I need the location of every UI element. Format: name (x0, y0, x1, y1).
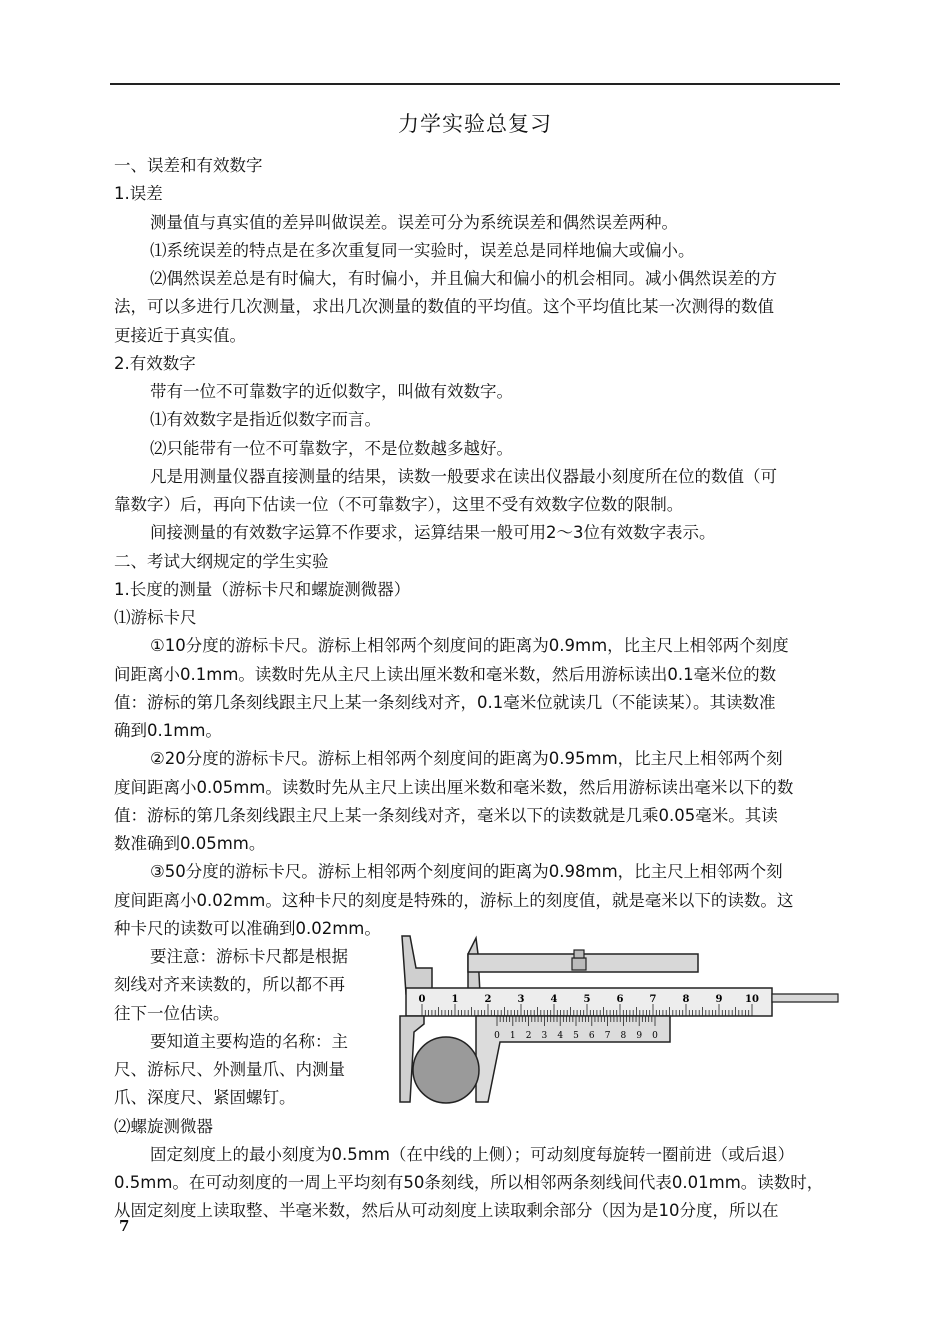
measured-object (413, 1037, 479, 1103)
locking-screw (572, 958, 586, 970)
main-scale-label: 5 (583, 994, 591, 1005)
text-line: 1.长度的测量（游标卡尺和螺旋测微器） (114, 579, 411, 599)
text-line: 确到0.1mm。 (114, 721, 222, 740)
main-scale-label: 1 (451, 994, 459, 1005)
text-line: 2.有效数字 (114, 353, 196, 373)
text-line: 二、考试大纲规定的学生实验 (114, 551, 329, 571)
text-line: 测量值与真实值的差异叫做误差。误差可分为系统误差和偶然误差两种。 (150, 212, 678, 232)
vernier-label: 0 (652, 1031, 658, 1041)
vernier-label: 9 (636, 1031, 643, 1041)
text-line: 尺、游标尺、外测量爪、内测量 (114, 1060, 345, 1079)
text-line: 度间距离小0.02mm。这种卡尺的刻度是特殊的，游标上的刻度值，就是毫米以下的读数。这 (114, 890, 794, 910)
depth-bar (772, 994, 838, 1002)
header-rule (110, 83, 840, 85)
text-line: 法，可以多进行几次测量，求出几次测量的数值的平均值。这个平均值比某一次测得的数值 (114, 297, 774, 317)
vernier-label: 0 (494, 1031, 500, 1041)
text-line: ①10分度的游标卡尺。游标上相邻两个刻度间的距离为0.9mm，比主尺上相邻两个刻度 (150, 636, 789, 656)
vernier-slider (476, 1016, 670, 1102)
main-scale-label: 10 (745, 994, 759, 1005)
page-title: 力学实验总复习 (398, 112, 552, 136)
vernier-label: 5 (573, 1031, 579, 1041)
main-scale-label: 2 (484, 994, 492, 1005)
text-line: ⑵只能带有一位不可靠数字，不是位数越多越好。 (150, 438, 513, 458)
main-scale-label: 8 (682, 994, 690, 1005)
main-scale-label: 0 (418, 994, 426, 1005)
text-line: ⑴系统误差的特点是在多次重复同一实验时，误差总是同样地偏大或偏小。 (150, 240, 695, 260)
text-line: ⑴有效数字是指近似数字而言。 (150, 410, 381, 430)
text-line: 更接近于真实值。 (114, 325, 246, 345)
main-scale-label: 3 (517, 994, 525, 1005)
text-line: 固定刻度上的最小刻度为0.5mm（在中线的上侧）；可动刻度每旋转一圈前进（或后退） (150, 1144, 795, 1164)
text-line: ③50分度的游标卡尺。游标上相邻两个刻度间的距离为0.98mm，比主尺上相邻两个刻 (150, 862, 783, 882)
vernier-label: 1 (509, 1031, 516, 1041)
vernier-label: 3 (541, 1031, 548, 1041)
main-scale-label: 7 (649, 994, 657, 1005)
vernier-label: 7 (604, 1031, 611, 1041)
text-line: 间接测量的有效数字运算不作要求，运算结果一般可用2～3位有效数字表示。 (150, 523, 716, 543)
vernier-label: 2 (525, 1031, 532, 1041)
text-line: 爪、深度尺、紧固螺钉。 (114, 1088, 296, 1108)
text-line: 往下一位估读。 (114, 1003, 230, 1023)
text-line: 值：游标的第几条刻线跟主尺上某一条刻线对齐，0.1毫米位就读几（不能读某）。其读数准 (114, 692, 776, 712)
text-line: 凡是用测量仪器直接测量的结果，读数一般要求在读出仪器最小刻度所在位的数值（可 (150, 466, 777, 486)
text-line: ⑵螺旋测微器 (114, 1116, 213, 1136)
text-line: 值：游标的第几条刻线跟主尺上某一条刻线对齐，毫米以下的读数就是几乘0.05毫米。其读 (114, 805, 778, 825)
inner-jaw (402, 936, 432, 994)
text-line: 刻线对齐来读数的，所以都不再 (114, 975, 345, 995)
text-line: ②20分度的游标卡尺。游标上相邻两个刻度间的距离为0.95mm，比主尺上相邻两个刻 (150, 749, 783, 769)
vernier-caliper-figure (380, 932, 840, 1112)
text-line: 1.误差 (114, 184, 163, 204)
text-line: 要注意：游标卡尺都是根据 (150, 947, 348, 966)
text-line: 种卡尺的读数可以准确到0.02mm。 (114, 918, 381, 938)
text-line: ⑵偶然误差总是有时偏大，有时偏小，并且偏大和偏小的机会相同。减小偶然误差的方 (150, 269, 777, 288)
text-line: 从固定刻度上读取整、半毫米数，然后从可动刻度上读取剩余部分（因为是10分度，所以在 (114, 1201, 779, 1221)
main-scale-label: 4 (550, 994, 558, 1005)
text-line: 一、误差和有效数字 (114, 156, 263, 175)
vernier-label: 8 (620, 1031, 627, 1041)
text-line: 数准确到0.05mm。 (114, 834, 266, 853)
text-line: 间距离小0.1mm。读数时先从主尺上读出厘米数和毫米数，然后用游标读出0.1毫米位的数 (114, 664, 777, 684)
text-line: ⑴游标卡尺 (114, 608, 197, 627)
text-line: 要知道主要构造的名称：主 (150, 1031, 348, 1051)
text-line: 度间距离小0.05mm。读数时先从主尺上读出厘米数和毫米数，然后用游标读出毫米以下的数 (114, 777, 794, 797)
text-line: 靠数字）后，再向下估读一位（不可靠数字），这里不受有效数字位数的限制。 (114, 495, 684, 514)
text-line: 0.5mm。在可动刻度的一周上平均刻有50条刻线，所以相邻两条刻线间代表0.01mm。读数时， (114, 1173, 824, 1192)
vernier-label: 6 (588, 1031, 595, 1041)
vernier-label: 4 (557, 1031, 564, 1041)
text-line: 带有一位不可靠数字的近似数字，叫做有效数字。 (150, 382, 513, 401)
main-scale-label: 6 (616, 994, 624, 1005)
page-number: 7 (119, 1217, 130, 1235)
main-scale-label: 9 (715, 994, 723, 1005)
